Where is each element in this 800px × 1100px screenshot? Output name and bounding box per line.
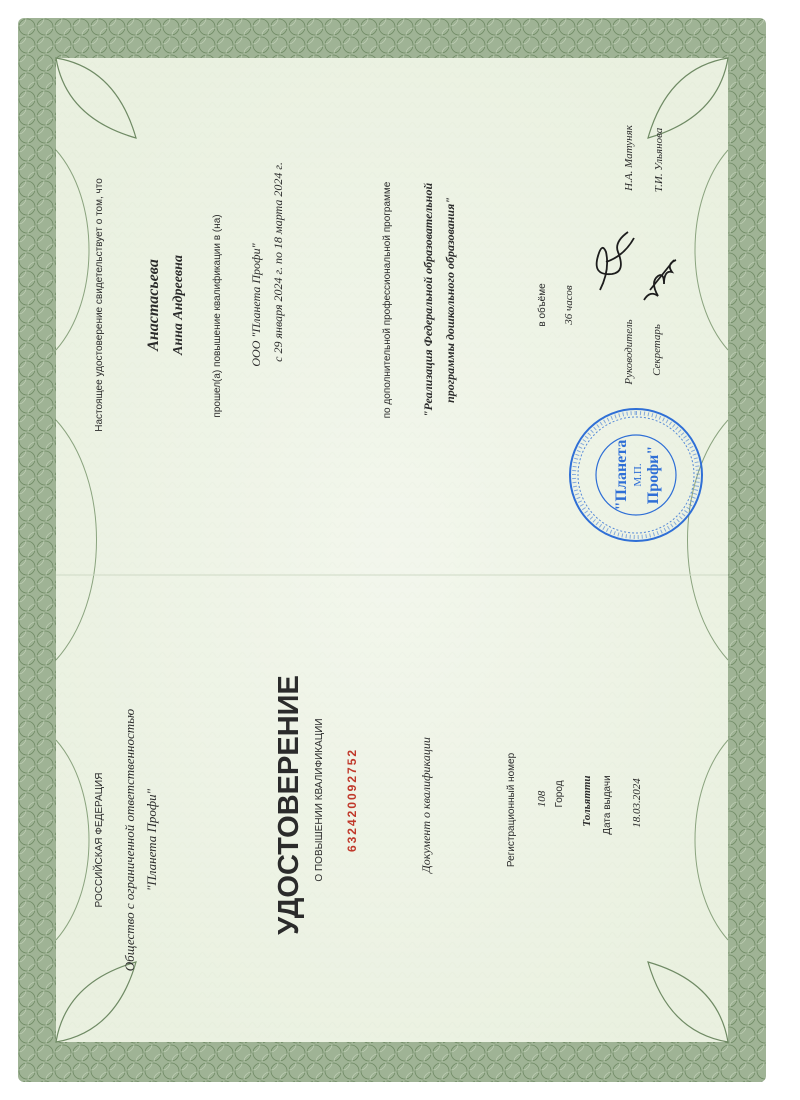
volume-label: в объёме xyxy=(537,283,548,327)
city-value: Тольятти xyxy=(581,775,593,827)
country-label: РОССИЙСКАЯ ФЕДЕРАЦИЯ xyxy=(94,772,105,908)
secretary-label: Секретарь xyxy=(651,324,663,376)
training-period: с 29 января 2024 г. по 18 марта 2024 г. xyxy=(271,162,285,362)
document-type: Документ о квалификации xyxy=(419,737,433,873)
program-name-line2: программы дошкольного образования" xyxy=(443,197,457,403)
stamp-name-line1: "Планета xyxy=(613,439,630,511)
program-intro: по дополнительной профессиональной программе xyxy=(382,181,393,419)
issuer-org-line2: "Планета Профи" xyxy=(144,788,159,892)
head-label: Руководитель xyxy=(623,319,635,385)
city-label: Город xyxy=(554,780,565,808)
volume-value: 36 часов xyxy=(563,285,575,325)
stamp-name-line2: Профи" xyxy=(645,445,662,505)
registration-value: 108 xyxy=(536,790,548,808)
intro-text: Настоящее удостоверение свидетельствует о том, что xyxy=(94,178,105,432)
document-title: УДОСТОВЕРЕНИЕ xyxy=(273,675,305,935)
head-name: Н.А. Матуняк xyxy=(623,125,635,191)
issuer-org-line1: Общество с ограниченной ответственностью xyxy=(122,708,137,972)
program-name-line1: "Реализация Федеральной образовательной xyxy=(421,182,435,418)
document-subtitle: О ПОВЫШЕНИИ КВАЛИФИКАЦИИ xyxy=(314,718,325,882)
passed-text: прошел(а) повышение квалификации в (на) xyxy=(212,214,223,418)
holder-surname: Анастасьева xyxy=(145,259,162,351)
stamp-center: М.П. xyxy=(632,463,644,487)
issue-date-value: 18.03.2024 xyxy=(631,778,643,828)
training-org: ООО "Планета Профи" xyxy=(249,243,263,367)
issue-date-label: Дата выдачи xyxy=(602,775,613,835)
holder-given-name: Анна Андреевна xyxy=(171,255,186,355)
serial-number: 632420092752 xyxy=(345,747,359,853)
secretary-name: Т.И. Ульянова xyxy=(653,127,665,193)
registration-label: Регистрационный номер xyxy=(506,752,517,868)
